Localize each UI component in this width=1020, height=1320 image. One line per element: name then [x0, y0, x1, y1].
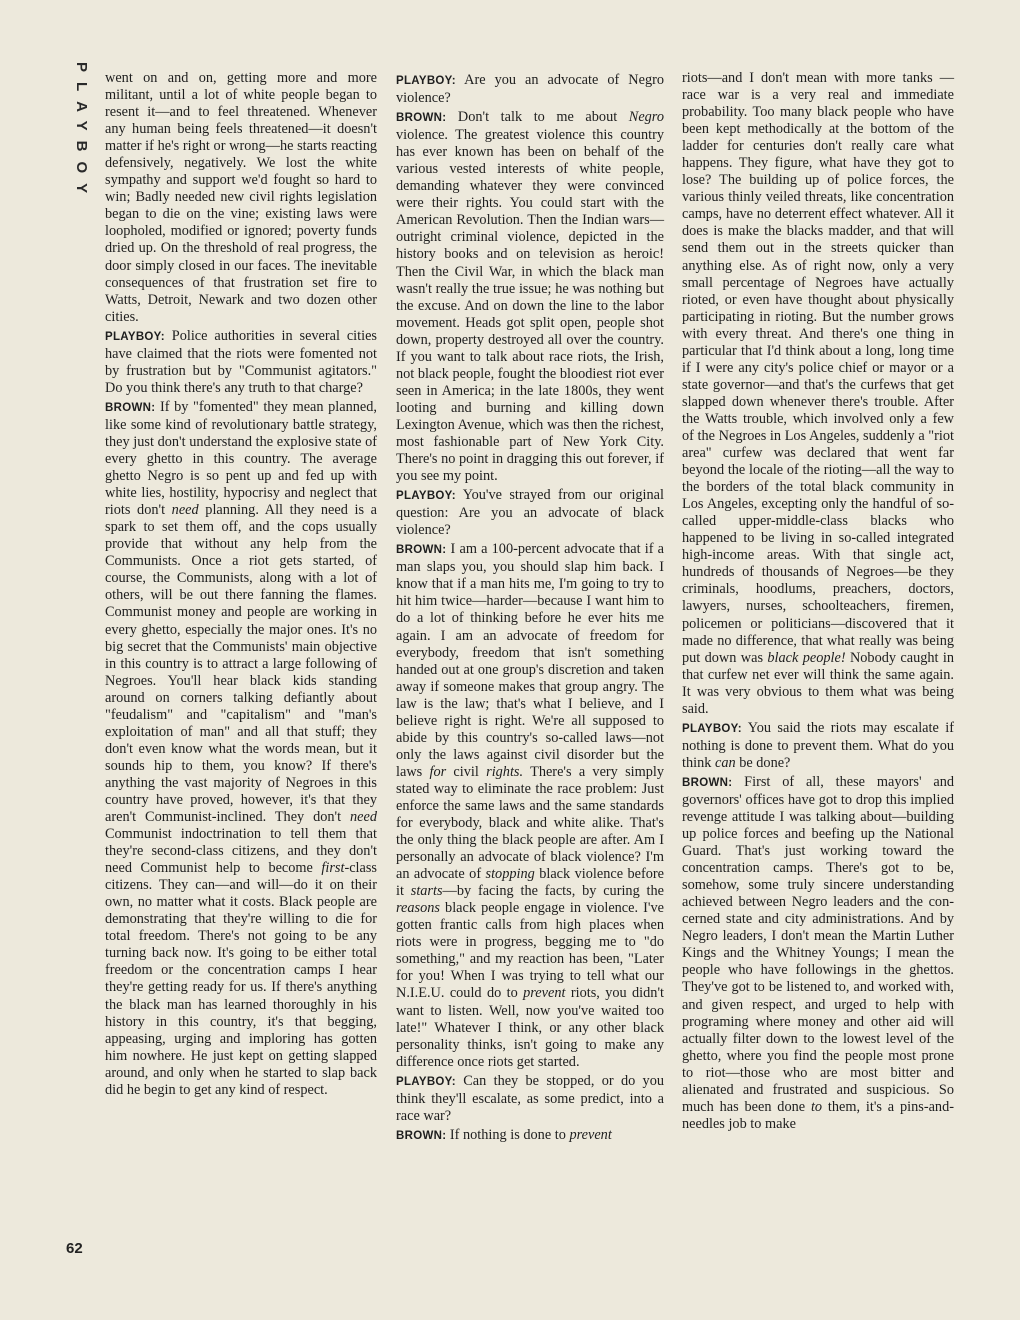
speaker-label: BROWN: [105, 401, 156, 414]
running-head [66, 62, 96, 222]
italic-text: Negro [628, 109, 664, 126]
paragraph [105, 70, 377, 326]
body-text: Police authorities in several cities have claimed that the riots were fomented not by frustration but by "Communist agitators." Do you think there's any truth to that charge? [105, 327, 377, 396]
body-text: You said the riots may escalate if nothing is done to prevent them. What do you think [682, 719, 954, 771]
paragraph [105, 399, 377, 1099]
speaker-label: BROWN: [682, 776, 733, 789]
italic-text: reasons [396, 900, 440, 917]
text-column-3 [682, 70, 954, 1135]
body-text: If by "fomented" they mean planned, like some kind of revolutionary battle strategy, they just don't understand the explosive state of every ghetto in this country. The average ghetto Negro is so pent up and fed up with white lies, hostility, hypocrisy and neglect that riots don't [105, 398, 377, 519]
italic-text: rights. [486, 763, 524, 780]
body-text: black violence before it [396, 866, 664, 900]
page-number: 62 [66, 1240, 83, 1257]
body-text: Communist indoctrination to tell them that they're second-class citizens, and they don't need Communist help to become [105, 826, 377, 877]
italic-text: need [350, 809, 377, 826]
running-head-text: PLAYBOY [73, 62, 90, 204]
body-text: Are you an advocate of Negro violence? [396, 72, 664, 107]
text-column-2 [396, 72, 664, 1147]
body-text: Can they be stopped, or do you think they'll escalate, as some predict, into a race war? [396, 1072, 664, 1124]
speaker-label: BROWN: [396, 1129, 447, 1142]
body-text: -class citizens. They can—and will—do it on their own, no matter what it costs. Black people are demonstrating that they're willing to die for total freedom. There's not going to be any turning back now. It's going to be either total freedom or the concentration camps I hear they're getting ready for us. If there's anything the black man has learned thoroughly in his history in this country, it's that begging, appeasing, urging and imploring has gotten him nowhere. He just kept on getting slapped around, and only when he started to slap back did he begin to get any kind of respect. [105, 860, 377, 1098]
italic-text: black people! [767, 649, 846, 666]
body-text: Nobody caught in that curfew net ever will think the same again. It was very obvious to them what was being said. [682, 649, 954, 717]
paragraph [396, 1073, 664, 1125]
italic-text: for [429, 763, 447, 780]
paragraph [396, 1127, 664, 1145]
body-text: riots—and I don't mean with more tanks —race war is a very real and immediate probability. Too many black people who have been kept methodically at the bottom of the ladder for centuries don't really care what happens. They figure, what have they got to lose? The building up of police forces, the various thinly veiled threats, like concentration camps, have no deterrent effect whatever. All it does is make the blacks madder, and that will send them out in the streets quicker than anything else. As of right now, only a very small percentage of Negroes have actually rioted, or even have thought about physically participating in rioting. But the number grows with every threat. And there's one thing in particular that I'd think about a long, long time if I were any city's police chief or mayor or a state governor—and that's the curfews that get slapped down whenever there's trouble. After the Watts trouble, which involved only a few of the Negroes in Los Angeles, suddenly a "riot area" curfew was declared that went far beyond the locale of the rioting—all the way to the borders of the total black community in Los Angeles, excepting only the handful of so-called upper-middle-class blacks who happened to be living in so-called integrated high-income areas. With that single act, hundreds of thousands of Negroes—be they criminals, hoodlums, preachers, doctors, lawyers, nurses, schoolteachers, firemen, policemen or politicians—discovered that it made no difference, that what really was being put down was [682, 70, 954, 666]
paragraph [682, 774, 954, 1133]
italic-text: can [714, 754, 736, 771]
paragraph [396, 109, 664, 485]
italic-text: starts [410, 883, 443, 900]
body-text: Don't talk to me about [446, 109, 629, 126]
italic-text: first [321, 860, 345, 877]
body-text: violence. The greatest violence this country has ever known has been on behalf of the various vested interests of white people, demanding whatever they were convinced were their rights. You could start with the American Revolution. Then the Indian wars—outright criminal violence, depicted in the history books and on television as heroic! Then the Civil War, in which the black man wasn't really the true issue; he was nothing but the excuse. And on down the line to the labor movement. Heads got split open, people shot down, property destroyed all over the country. If you want to talk about race riots, the Irish, not black people, fought the bloodiest riot ever seen in America; in the late 1800s, they went looting and burning and killing down Lexington Avenue, which was then the richest, most fashionable part of New York City. There's no point in dragging this out forever, if you see my point. [396, 127, 664, 485]
speaker-label: PLAYBOY: [105, 330, 165, 343]
paragraph [105, 328, 377, 397]
speaker-label: PLAYBOY: [682, 722, 742, 735]
body-text: black people engage in violence. I've gotten frantic calls from high places when riots were in progress, begging me to "do something," and my reaction has been, "Later for you! When I was trying to tell what our N.I.E.U. could do to [396, 900, 664, 1002]
speaker-label: PLAYBOY: [396, 75, 456, 87]
text-column-1 [105, 70, 377, 1101]
body-text: —by facing the facts, by curing the [442, 883, 664, 900]
speaker-label: PLAYBOY: [396, 1075, 456, 1088]
body-text: I am a 100-percent advocate that if a man slaps you, you should slap him back. I know that if a man hits me, I'm going to try to hit him twice—harder—because I want him to do a lot of thinking before he ever hits me again. I am an advocate of freedom for everybody, freedom that isn't something handed out at one group's discretion and taken away if someone makes that group angry. The law is the law; that's what I believe, and I believe right is right. We're all supposed to abide by this country's so-called laws—not only the laws against civil disorder but the laws [396, 541, 664, 780]
body-text: riots, you didn't want to listen. Well, now you've waited too late!" Whatever I think, or any other black personality thinks, isn't going to make any difference once riots get started. [396, 985, 664, 1070]
italic-text: stopping [485, 866, 535, 883]
italic-text: to [810, 1098, 823, 1115]
body-text: First of all, these mayors' and governors' offices have got to drop this implied revenge attitude I was talking about—building up police forces and beefing up the National Guard. That's just working toward the concentration camps. There's got to be, somehow, some truly sincere understanding achieved between Negro leaders and the concerned state and city administrations. And by Negro leaders, I don't mean the Martin Luther Kings and the Whitney Youngs; I mean the people who have followings in the ghettos. They've got to be listened to, and worked with, and given respect, and urged to help with programing where money and other aid will actually filter down to the lowest level of the ghetto, where you find the people most prone to riot—those who are most bitter and alienated and frustrated and suspicious. So much has been done [682, 773, 954, 1115]
speaker-label: BROWN: [396, 544, 447, 557]
body-text: If nothing is done to [446, 1126, 570, 1143]
speaker-label: PLAYBOY: [396, 490, 456, 503]
paragraph [682, 720, 954, 772]
body-text: them, it's a pins-and-needles job to make [682, 1098, 954, 1132]
italic-text: prevent [569, 1126, 612, 1143]
speaker-label: BROWN: [396, 112, 447, 125]
body-text: be done? [735, 754, 791, 771]
body-text: went on and on, getting more and more militant, until a lot of white people began to resent it—and to feel threatened. Whenever any human being feels threatened—it doesn't matter if he's right or wrong—he starts reacting defensively, negatively. We lost the white sympathy and support we'd fought so hard to win; Badly needed new civil rights legislation began to die on the vine; existing laws were loopholed, modified or ignored; poverty funds dried up. On the threshold of real progress, the door simply closed in our faces. The inevitable consequences of that frustration set fire to Watts, Detroit, Newark and two dozen other cities. [105, 70, 377, 325]
paragraph [682, 70, 954, 718]
body-text: You've strayed from our original question: Are you an advocate of black violence? [396, 487, 664, 539]
italic-text: need [171, 502, 199, 519]
body-text: There's a very simply stated way to eliminate the race problem: Just enforce the same laws and the same standards for everybody, black and white alike. That's the only thing the black people are after. Am I personally an advocate of black violence? I'm an advocate of [396, 763, 665, 883]
body-text: planning. All they need is a spark to set them off, and the cops usually provide that without any help from the Communists. Once a riot gets started, of course, the Communists, along with a lot of others, will be out there fanning the flames. Communist money and people are working in every ghetto, especially the major ones. It's no big secret that the Communists' main objective in this country is to attract a large following of Negroes. You'll hear black kids standing around on corners talking defiantly about "feudalism" and "capitalism" and "man's exploitation of man" and all that stuff; they don't even know what the words mean, but it sounds hip to them, you know? If there's anything the vast majority of Negroes in this country have proved, however, it's that they aren't Communist-inclined. They don't [105, 502, 377, 826]
italic-text: prevent [523, 985, 566, 1002]
paragraph [396, 72, 664, 107]
body-text: civil [446, 763, 487, 780]
paragraph [396, 541, 664, 1070]
paragraph [396, 487, 664, 539]
